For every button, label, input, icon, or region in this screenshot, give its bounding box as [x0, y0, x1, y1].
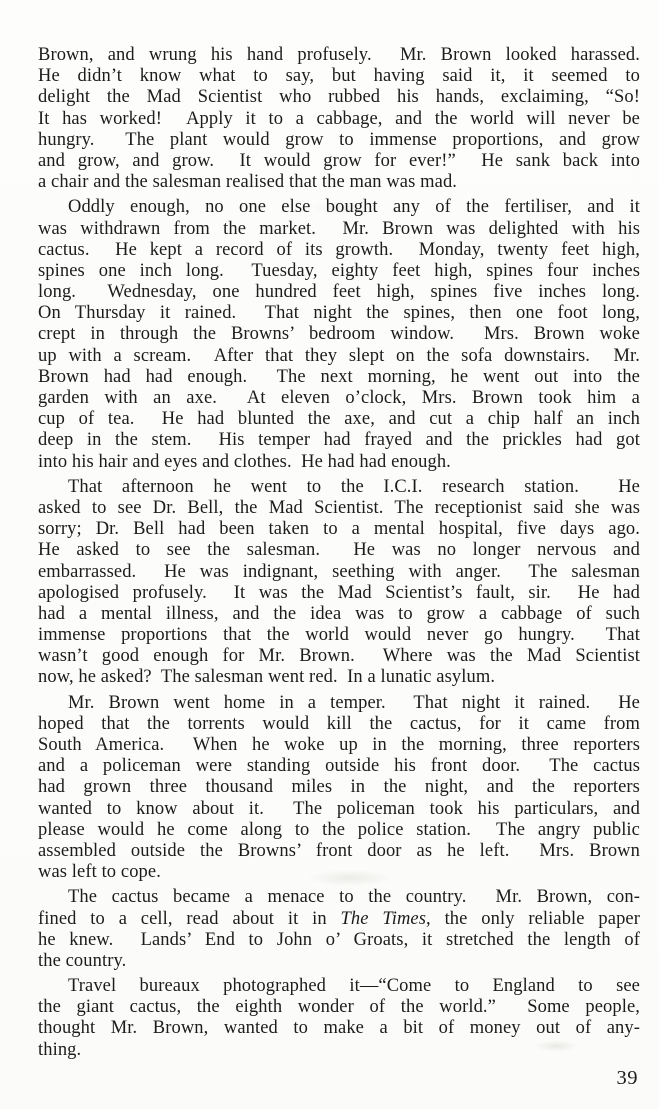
body-text: spines one inch long. Tuesday, eighty feet high, spines four inches [38, 260, 640, 281]
body-text: and grow, and grow. It would grow for ever!” He sank back into [38, 150, 640, 171]
body-text: embarrassed. He was indignant, seething with anger. The salesman [38, 561, 640, 582]
body-text: the giant cactus, the eighth wonder of the world.” Some people, [38, 997, 640, 1018]
text-line [38, 540, 640, 561]
text-line [38, 282, 640, 303]
body-text: The cactus became a menace to the country. Mr. Brown, con- [68, 887, 640, 908]
text-line [38, 909, 640, 930]
body-text: cactus. He kept a record of its growth. Monday, twenty feet high, [38, 239, 640, 260]
text-line [38, 87, 640, 108]
body-text: That afternoon he went to the I.C.I. research station. He [68, 476, 640, 497]
text-line [38, 477, 640, 498]
body-text: was left to cope. [38, 862, 161, 883]
text-line [38, 45, 640, 66]
text-line [38, 930, 640, 951]
body-text: a chair and the salesman realised that the man was mad. [38, 172, 458, 193]
body-text: into his hair and eyes and clothes. He had had enough. [38, 451, 451, 472]
body-text: hoped that the torrents would kill the cactus, for it came from [38, 713, 640, 734]
body-text: deep in the stem. His temper had frayed and the prickles had got [38, 430, 640, 451]
text-line [38, 109, 640, 130]
text-line [38, 498, 640, 519]
body-text: wanted to know about it. The policeman took his particulars, and [38, 798, 640, 819]
body-text: delight the Mad Scientist who rubbed his hands, exclaiming, “So! [38, 87, 640, 108]
body-text: the country. [38, 950, 127, 971]
text-line [38, 841, 640, 862]
body-text: thing. [38, 1039, 82, 1060]
body-text: hungry. The plant would grow to immense proportions, and grow [38, 129, 640, 150]
text-line [38, 151, 640, 172]
text-line [38, 409, 640, 430]
body-text: had grown three thousand miles in the night, and the reporters [38, 777, 640, 798]
text-line [38, 735, 640, 756]
body-text: Brown had had enough. The next morning, he went out into the [38, 366, 640, 387]
text-line [38, 777, 640, 798]
body-text: apologised profusely. It was the Mad Scientist’s fault, sir. He had [38, 582, 640, 603]
text-line [38, 324, 640, 345]
text-line [38, 1018, 640, 1039]
text-line [38, 261, 640, 282]
text-line [38, 862, 640, 883]
page-text [38, 45, 640, 1061]
paragraph [38, 887, 640, 972]
text-line [38, 346, 640, 367]
text-line [38, 197, 640, 218]
body-text: immense proportions that the world would never go hungry. That [38, 625, 640, 646]
text-line [38, 583, 640, 604]
paragraph [38, 693, 640, 884]
body-text: fined to a cell, read about it in [38, 908, 341, 929]
text-line [38, 646, 640, 667]
body-text: On Thursday it rained. That night the spines, then one foot long, [38, 303, 640, 324]
text-line [38, 1040, 640, 1061]
body-text: Brown, and wrung his hand profusely. Mr. Brown looked harassed. [38, 45, 640, 65]
page-number: 39 [616, 1067, 638, 1089]
text-line [38, 997, 640, 1018]
text-line [38, 604, 640, 625]
body-text: wasn’t good enough for Mr. Brown. Where was the Mad Scientist [38, 646, 640, 667]
body-text: sorry; Dr. Bell had been taken to a mental hospital, five days ago. [38, 519, 640, 540]
text-line [38, 452, 640, 473]
paragraph [38, 976, 640, 1061]
body-text: now, he asked? The salesman went red. In a lunatic asylum. [38, 667, 496, 688]
body-text: thought Mr. Brown, wanted to make a bit of money out of any- [38, 1018, 640, 1039]
text-line [38, 625, 640, 646]
text-line [38, 240, 640, 261]
paragraph [38, 197, 640, 472]
body-text: He asked to see the salesman. He was no longer nervous and [38, 540, 640, 561]
text-line [38, 693, 640, 714]
body-text: please would he come along to the police station. The angry public [38, 819, 640, 840]
text-line [38, 887, 640, 908]
body-text: had a mental illness, and the idea was to grow a cabbage of such [38, 603, 640, 624]
body-text: garden with an axe. At eleven o’clock, Mrs. Brown took him a [38, 388, 640, 408]
text-line [38, 66, 640, 87]
body-text: asked to see Dr. Bell, the Mad Scientist. The receptionist said she was [38, 497, 640, 518]
body-text: Mr. Brown went home in a temper. That night it rained. He [68, 692, 640, 713]
italic-text: The Times [340, 908, 427, 929]
text-line [38, 820, 640, 841]
text-line [38, 172, 640, 193]
body-text: It has worked! Apply it to a cabbage, and the world will never be [38, 108, 640, 129]
text-line [38, 756, 640, 777]
body-text: South America. When he woke up in the morning, three reporters [38, 735, 640, 755]
body-text: Travel bureaux photographed it—“Come to England to see [68, 976, 640, 997]
text-line [38, 367, 640, 388]
text-line [38, 667, 640, 688]
body-text: long. Wednesday, one hundred feet high, spines five inches long. [38, 282, 640, 303]
text-line [38, 799, 640, 820]
text-line [38, 430, 640, 451]
text-line [38, 714, 640, 735]
body-text: up with a scream. After that they slept on the sofa downstairs. Mr. [38, 345, 640, 366]
body-text: He didn’t know what to say, but having said it, it seemed to [38, 66, 640, 87]
text-line [38, 951, 640, 972]
body-text: he knew. Lands’ End to John o’ Groats, it stretched the length of [38, 929, 640, 950]
text-line [38, 562, 640, 583]
body-text: assembled outside the Browns’ front door as he left. Mrs. Brown [38, 840, 640, 861]
text-line [38, 976, 640, 997]
body-text: Oddly enough, no one else bought any of the fertiliser, and it [68, 197, 640, 218]
text-line [38, 519, 640, 540]
text-line [38, 130, 640, 151]
body-text: and a policeman were standing outside his front door. The cactus [38, 756, 640, 777]
body-text: , the only reliable paper [426, 908, 640, 929]
body-text: was withdrawn from the market. Mr. Brown was delighted with his [38, 218, 640, 239]
body-text: crept in through the Browns’ bedroom window. Mrs. Brown woke [38, 324, 640, 345]
text-line [38, 219, 640, 240]
text-line [38, 303, 640, 324]
paragraph [38, 45, 640, 193]
text-line [38, 388, 640, 409]
paragraph [38, 477, 640, 689]
body-text: cup of tea. He had blunted the axe, and cut a chip half an inch [38, 409, 640, 430]
